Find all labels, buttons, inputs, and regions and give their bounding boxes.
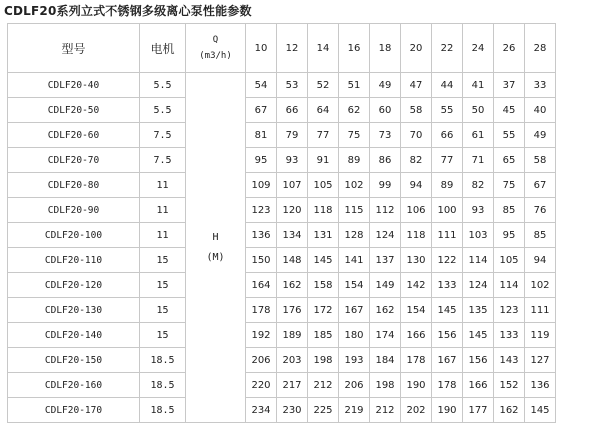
flow-header: [186, 24, 246, 73]
head-value-cell: 135: [463, 298, 494, 323]
head-value-cell: 70: [401, 123, 432, 148]
flow-unit: (m3/h): [199, 51, 232, 61]
model-cell: CDLF20-100: [8, 223, 140, 248]
model-cell: CDLF20-70: [8, 148, 140, 173]
table-row: [8, 348, 556, 373]
table-row: [8, 223, 556, 248]
head-value-cell: 124: [463, 273, 494, 298]
head-value-cell: 178: [432, 373, 463, 398]
head-value-cell: 192: [246, 323, 277, 348]
head-value-cell: 89: [432, 173, 463, 198]
head-value-cell: 149: [370, 273, 401, 298]
table-row: [8, 273, 556, 298]
head-value-cell: 40: [525, 98, 556, 123]
head-value-cell: 167: [432, 348, 463, 373]
head-value-cell: 134: [277, 223, 308, 248]
table-row: [8, 298, 556, 323]
model-cell: CDLF20-60: [8, 123, 140, 148]
flow-value: 12: [277, 24, 308, 73]
head-value-cell: 145: [525, 398, 556, 423]
head-value-cell: 154: [339, 273, 370, 298]
model-cell: CDLF20-120: [8, 273, 140, 298]
head-value-cell: 148: [277, 248, 308, 273]
head-value-cell: 73: [370, 123, 401, 148]
head-value-cell: 85: [494, 198, 525, 223]
head-value-cell: 162: [494, 398, 525, 423]
head-value-cell: 118: [401, 223, 432, 248]
table-row: [8, 173, 556, 198]
motor-cell: 15: [140, 323, 186, 348]
flow-value: 22: [432, 24, 463, 73]
head-value-cell: 166: [401, 323, 432, 348]
motor-cell: 7.5: [140, 123, 186, 148]
table-row: [8, 323, 556, 348]
head-value-cell: 49: [525, 123, 556, 148]
model-cell: CDLF20-90: [8, 198, 140, 223]
head-value-cell: 220: [246, 373, 277, 398]
head-value-cell: 102: [339, 173, 370, 198]
table-row: [8, 148, 556, 173]
head-value-cell: 234: [246, 398, 277, 423]
head-value-cell: 105: [308, 173, 339, 198]
head-value-cell: 105: [494, 248, 525, 273]
motor-cell: 11: [140, 223, 186, 248]
table-row: [8, 248, 556, 273]
head-value-cell: 120: [277, 198, 308, 223]
head-value-cell: 176: [277, 298, 308, 323]
head-value-cell: 184: [370, 348, 401, 373]
head-value-cell: 142: [401, 273, 432, 298]
head-value-cell: 111: [432, 223, 463, 248]
model-cell: CDLF20-40: [8, 73, 140, 98]
head-value-cell: 177: [463, 398, 494, 423]
model-cell: CDLF20-130: [8, 298, 140, 323]
head-value-cell: 198: [370, 373, 401, 398]
motor-cell: 5.5: [140, 98, 186, 123]
head-value-cell: 89: [339, 148, 370, 173]
head-value-cell: 62: [339, 98, 370, 123]
header-row: [8, 24, 556, 73]
head-value-cell: 45: [494, 98, 525, 123]
head-value-cell: 206: [339, 373, 370, 398]
model-cell: CDLF20-140: [8, 323, 140, 348]
head-value-cell: 141: [339, 248, 370, 273]
head-value-cell: 58: [525, 148, 556, 173]
head-value-cell: 145: [463, 323, 494, 348]
head-label-cell: [186, 73, 246, 423]
table-row: [8, 123, 556, 148]
head-value-cell: 198: [308, 348, 339, 373]
head-value-cell: 123: [246, 198, 277, 223]
head-value-cell: 65: [494, 148, 525, 173]
head-value-cell: 212: [370, 398, 401, 423]
head-value-cell: 58: [401, 98, 432, 123]
head-value-cell: 114: [494, 273, 525, 298]
head-value-cell: 119: [525, 323, 556, 348]
head-value-cell: 178: [401, 348, 432, 373]
head-value-cell: 61: [463, 123, 494, 148]
head-value-cell: 109: [246, 173, 277, 198]
head-value-cell: 85: [525, 223, 556, 248]
head-value-cell: 162: [277, 273, 308, 298]
head-value-cell: 145: [432, 298, 463, 323]
head-value-cell: 76: [525, 198, 556, 223]
head-value-cell: 66: [432, 123, 463, 148]
head-value-cell: 71: [463, 148, 494, 173]
head-value-cell: 162: [370, 298, 401, 323]
motor-cell: 15: [140, 298, 186, 323]
head-value-cell: 131: [308, 223, 339, 248]
flow-value: 16: [339, 24, 370, 73]
head-value-cell: 217: [277, 373, 308, 398]
head-value-cell: 167: [339, 298, 370, 323]
head-value-cell: 115: [339, 198, 370, 223]
head-value-cell: 128: [339, 223, 370, 248]
model-cell: CDLF20-50: [8, 98, 140, 123]
head-value-cell: 79: [277, 123, 308, 148]
head-value-cell: 33: [525, 73, 556, 98]
head-value-cell: 189: [277, 323, 308, 348]
head-value-cell: 143: [494, 348, 525, 373]
head-value-cell: 103: [463, 223, 494, 248]
head-value-cell: 86: [370, 148, 401, 173]
head-value-cell: 55: [494, 123, 525, 148]
head-value-cell: 91: [308, 148, 339, 173]
head-value-cell: 64: [308, 98, 339, 123]
table-row: [8, 73, 556, 98]
motor-cell: 11: [140, 173, 186, 198]
head-unit: (M): [206, 251, 225, 263]
head-value-cell: 41: [463, 73, 494, 98]
performance-table: [7, 23, 556, 423]
head-value-cell: 136: [246, 223, 277, 248]
motor-cell: 15: [140, 248, 186, 273]
head-value-cell: 94: [525, 248, 556, 273]
model-header: 型号: [8, 24, 140, 73]
table-row: [8, 398, 556, 423]
head-value-cell: 152: [494, 373, 525, 398]
head-value-cell: 44: [432, 73, 463, 98]
head-value-cell: 77: [308, 123, 339, 148]
head-value-cell: 203: [277, 348, 308, 373]
head-value-cell: 75: [494, 173, 525, 198]
head-value-cell: 53: [277, 73, 308, 98]
head-value-cell: 164: [246, 273, 277, 298]
table-row: [8, 98, 556, 123]
head-value-cell: 95: [494, 223, 525, 248]
head-value-cell: 230: [277, 398, 308, 423]
head-value-cell: 50: [463, 98, 494, 123]
head-value-cell: 107: [277, 173, 308, 198]
head-value-cell: 178: [246, 298, 277, 323]
model-cell: CDLF20-150: [8, 348, 140, 373]
head-value-cell: 99: [370, 173, 401, 198]
head-value-cell: 174: [370, 323, 401, 348]
head-value-cell: 114: [463, 248, 494, 273]
head-value-cell: 100: [432, 198, 463, 223]
head-value-cell: 55: [432, 98, 463, 123]
head-value-cell: 37: [494, 73, 525, 98]
table-row: [8, 373, 556, 398]
head-value-cell: 67: [246, 98, 277, 123]
head-value-cell: 158: [308, 273, 339, 298]
head-value-cell: 219: [339, 398, 370, 423]
model-cell: CDLF20-80: [8, 173, 140, 198]
head-value-cell: 51: [339, 73, 370, 98]
head-value-cell: 124: [370, 223, 401, 248]
head-value-cell: 60: [370, 98, 401, 123]
head-value-cell: 180: [339, 323, 370, 348]
motor-cell: 18.5: [140, 348, 186, 373]
head-value-cell: 156: [432, 323, 463, 348]
head-value-cell: 133: [494, 323, 525, 348]
model-cell: CDLF20-170: [8, 398, 140, 423]
head-value-cell: 81: [246, 123, 277, 148]
head-value-cell: 154: [401, 298, 432, 323]
head-value-cell: 212: [308, 373, 339, 398]
head-value-cell: 156: [463, 348, 494, 373]
head-value-cell: 47: [401, 73, 432, 98]
head-value-cell: 185: [308, 323, 339, 348]
motor-cell: 5.5: [140, 73, 186, 98]
head-value-cell: 82: [401, 148, 432, 173]
head-label: H: [212, 231, 219, 243]
head-value-cell: 95: [246, 148, 277, 173]
motor-cell: 11: [140, 198, 186, 223]
flow-value: 10: [246, 24, 277, 73]
motor-cell: 18.5: [140, 373, 186, 398]
head-value-cell: 49: [370, 73, 401, 98]
motor-header: 电机: [140, 24, 186, 73]
head-value-cell: 94: [401, 173, 432, 198]
head-value-cell: 193: [339, 348, 370, 373]
head-value-cell: 133: [432, 273, 463, 298]
head-value-cell: 93: [463, 198, 494, 223]
flow-value: 24: [463, 24, 494, 73]
head-value-cell: 102: [525, 273, 556, 298]
motor-cell: 7.5: [140, 148, 186, 173]
flow-value: 28: [525, 24, 556, 73]
head-value-cell: 122: [432, 248, 463, 273]
head-value-cell: 225: [308, 398, 339, 423]
head-value-cell: 172: [308, 298, 339, 323]
head-value-cell: 93: [277, 148, 308, 173]
flow-label: Q: [212, 35, 219, 45]
head-value-cell: 123: [494, 298, 525, 323]
head-value-cell: 202: [401, 398, 432, 423]
table-title: CDLF20系列立式不锈钢多级离心泵性能参数: [4, 4, 252, 18]
head-value-cell: 166: [463, 373, 494, 398]
head-value-cell: 127: [525, 348, 556, 373]
head-value-cell: 190: [432, 398, 463, 423]
flow-value: 26: [494, 24, 525, 73]
head-value-cell: 150: [246, 248, 277, 273]
head-value-cell: 111: [525, 298, 556, 323]
head-value-cell: 75: [339, 123, 370, 148]
head-value-cell: 54: [246, 73, 277, 98]
head-value-cell: 82: [463, 173, 494, 198]
table-row: [8, 198, 556, 223]
flow-value: 14: [308, 24, 339, 73]
head-value-cell: 136: [525, 373, 556, 398]
head-value-cell: 118: [308, 198, 339, 223]
motor-cell: 15: [140, 273, 186, 298]
head-value-cell: 66: [277, 98, 308, 123]
flow-value: 18: [370, 24, 401, 73]
head-value-cell: 206: [246, 348, 277, 373]
head-value-cell: 145: [308, 248, 339, 273]
head-value-cell: 130: [401, 248, 432, 273]
head-value-cell: 190: [401, 373, 432, 398]
head-value-cell: 137: [370, 248, 401, 273]
head-value-cell: 77: [432, 148, 463, 173]
motor-cell: 18.5: [140, 398, 186, 423]
head-value-cell: 112: [370, 198, 401, 223]
head-value-cell: 52: [308, 73, 339, 98]
model-cell: CDLF20-160: [8, 373, 140, 398]
flow-value: 20: [401, 24, 432, 73]
head-value-cell: 67: [525, 173, 556, 198]
model-cell: CDLF20-110: [8, 248, 140, 273]
head-value-cell: 106: [401, 198, 432, 223]
